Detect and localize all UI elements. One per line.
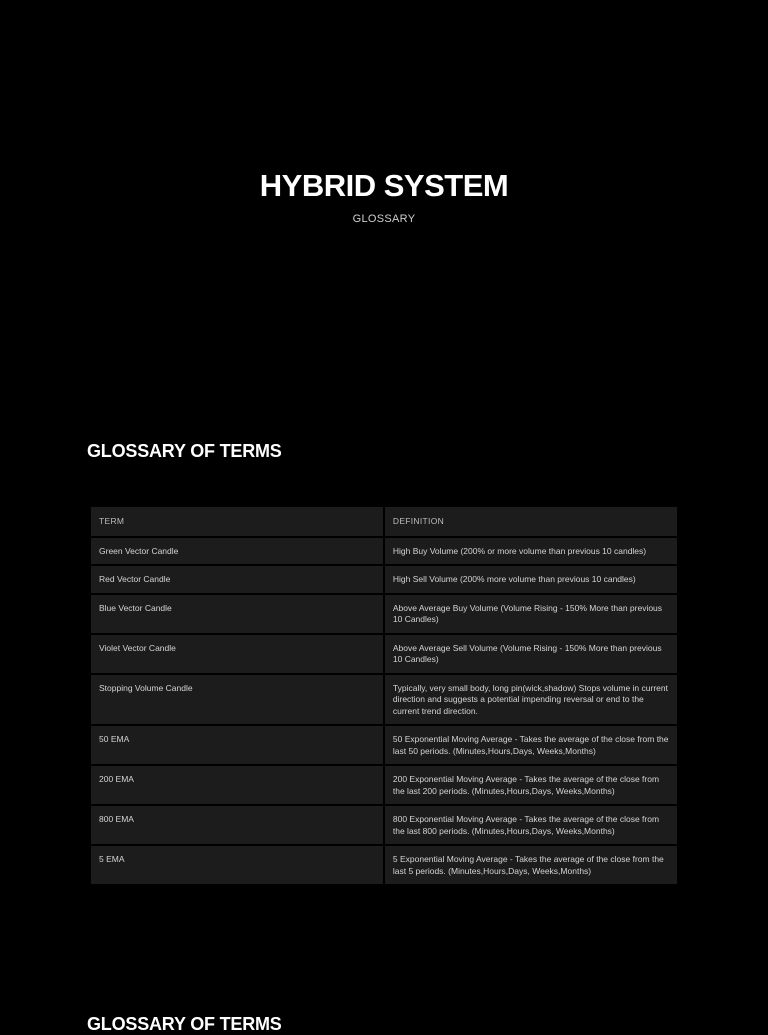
glossary-table xyxy=(89,505,679,886)
table-row xyxy=(91,846,677,884)
table-row xyxy=(91,806,677,844)
term-cell: 200 EMA xyxy=(91,766,383,804)
document-title: HYBRID SYSTEM xyxy=(259,168,509,203)
term-cell: Red Vector Candle xyxy=(91,566,383,593)
term-cell: Blue Vector Candle xyxy=(91,595,383,633)
definition-cell: Above Average Buy Volume (Volume Rising - 150% More than previous 10 Candles) xyxy=(385,595,677,633)
table-header-row xyxy=(91,507,677,536)
table-row xyxy=(91,566,677,593)
section-heading: GLOSSARY OF TERMS xyxy=(87,441,282,461)
table-row xyxy=(91,766,677,804)
section-heading: GLOSSARY OF TERMS xyxy=(87,1014,282,1034)
definition-cell: 50 Exponential Moving Average - Takes the average of the close from the last 50 periods. (Minutes,Hours,Days, Weeks,Months) xyxy=(385,726,677,764)
definition-cell: 200 Exponential Moving Average - Takes the average of the close from the last 200 periods. (Minutes,Hours,Days, Weeks,Months) xyxy=(385,766,677,804)
term-cell: 50 EMA xyxy=(91,726,383,764)
column-header-term: TERM xyxy=(91,507,383,536)
definition-cell: High Sell Volume (200% more volume than previous 10 candles) xyxy=(385,566,677,593)
document-subtitle: GLOSSARY xyxy=(352,213,416,225)
term-cell: Violet Vector Candle xyxy=(91,635,383,673)
definition-cell: High Buy Volume (200% or more volume than previous 10 candles) xyxy=(385,538,677,565)
table-row xyxy=(91,675,677,725)
term-cell: Green Vector Candle xyxy=(91,538,383,565)
term-cell: Stopping Volume Candle xyxy=(91,675,383,725)
definition-cell: 800 Exponential Moving Average - Takes the average of the close from the last 800 periods. (Minutes,Hours,Days, Weeks,Months) xyxy=(385,806,677,844)
term-cell: 5 EMA xyxy=(91,846,383,884)
column-header-definition: DEFINITION xyxy=(385,507,677,536)
term-cell: 800 EMA xyxy=(91,806,383,844)
table-row xyxy=(91,635,677,673)
table-row xyxy=(91,595,677,633)
definition-cell: 5 Exponential Moving Average - Takes the average of the close from the last 5 periods. (Minutes,Hours,Days, Weeks,Months) xyxy=(385,846,677,884)
definition-cell: Above Average Sell Volume (Volume Rising - 150% More than previous 10 Candles) xyxy=(385,635,677,673)
table-row xyxy=(91,726,677,764)
table-row xyxy=(91,538,677,565)
definition-cell: Typically, very small body, long pin(wick,shadow) Stops volume in current direction and suggests a potential impending reversal or end to the current trend direction. xyxy=(385,675,677,725)
